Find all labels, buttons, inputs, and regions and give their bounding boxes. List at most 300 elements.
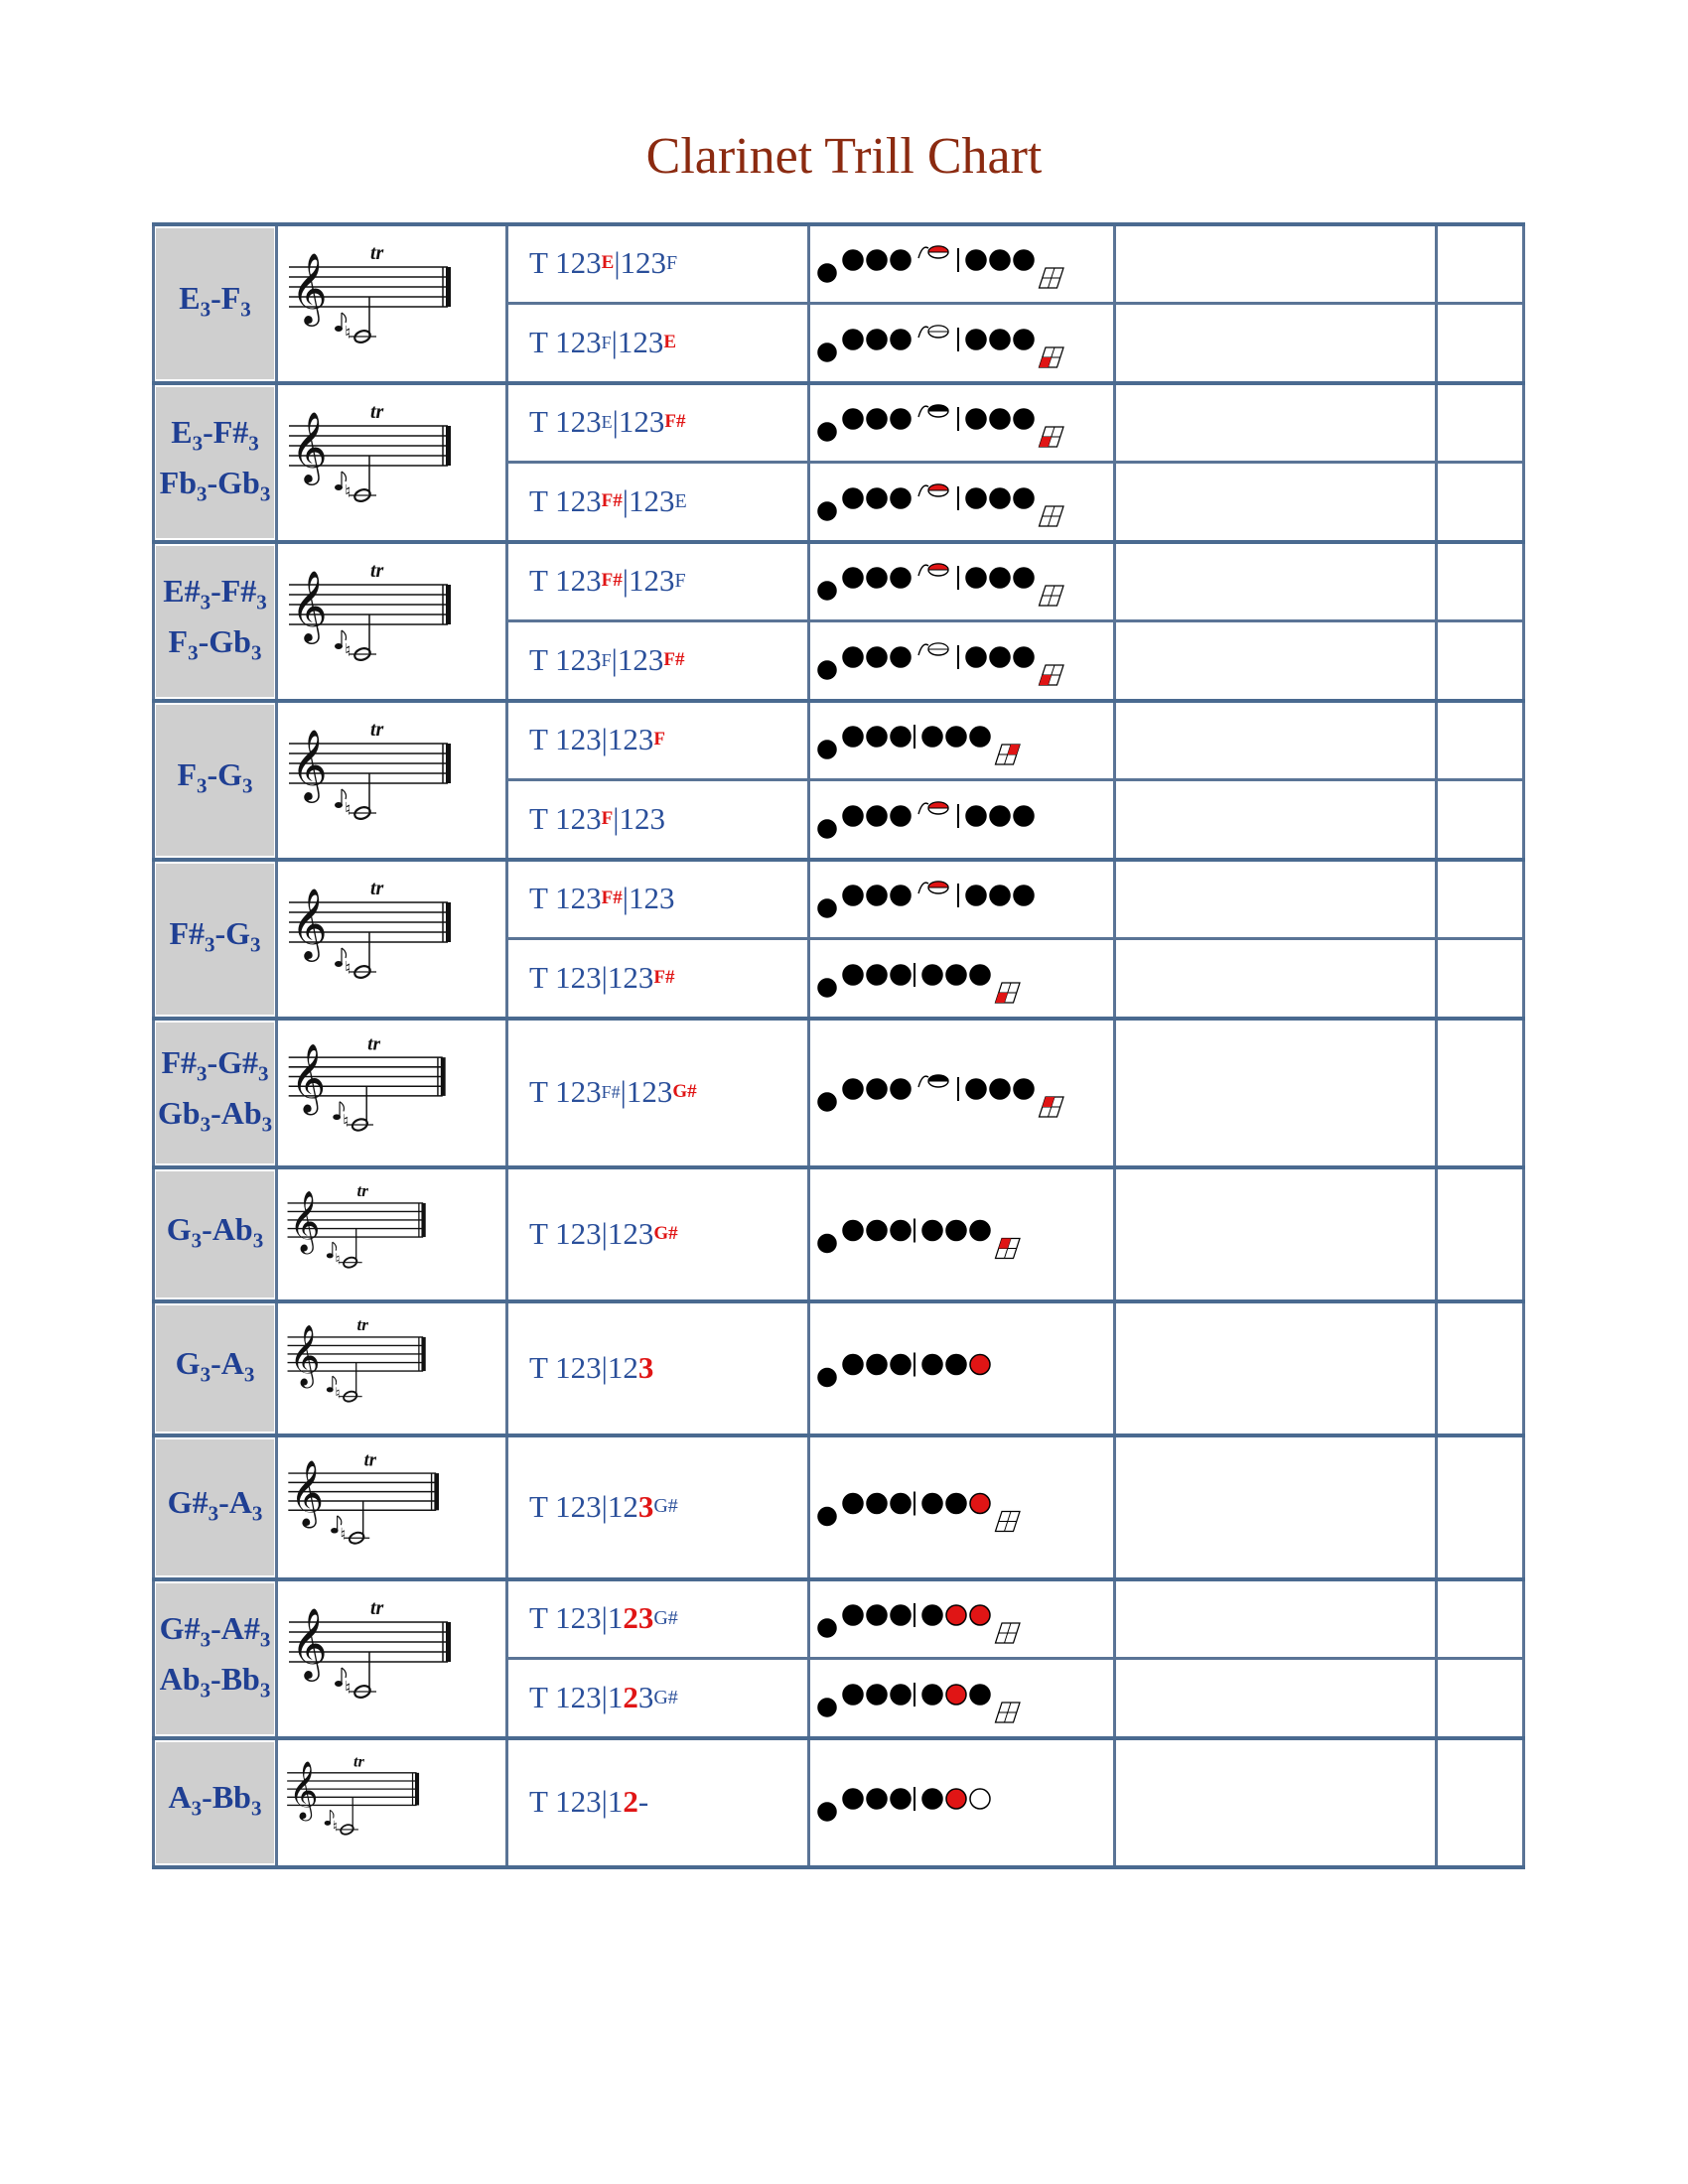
trill-octave-number: 3 [197,773,208,798]
treble-clef-icon: 𝄞 [289,1324,321,1386]
left-hand-hole-icon [867,1221,887,1241]
left-hand-hole-icon [891,568,911,588]
side-key-icon [918,1076,928,1087]
trill-label [156,1742,274,1863]
fingering-diagram-svg [815,782,1113,856]
fingering-diagram-svg [815,226,1113,300]
fingering-key-note: G# [653,1606,678,1629]
trill-label-line [177,754,252,805]
trill-label-line [168,1482,263,1533]
pinky-key-icon [1040,586,1063,606]
trill-label-line [160,463,271,513]
fingering-keys: T 123|12 [529,1349,638,1385]
trill-label-line [169,913,260,964]
trill-mark: tr [370,878,384,899]
staff-svg [279,554,503,689]
register-key-fill [928,246,948,252]
trill-octave-number: 3 [208,1501,219,1526]
fingering-keys: T 123 [529,801,602,836]
pinky-key-icon [1040,347,1063,367]
left-hand-hole-icon [891,647,911,667]
left-hand-hole-icon [867,330,887,349]
trill-mark: tr [367,1033,381,1055]
right-hand-hole-icon [922,1605,942,1625]
fingering-diagram [815,1661,1113,1734]
fingering-diagram [815,385,1113,459]
trill-mark: tr [370,560,384,582]
fingering-key-note: F [601,808,614,829]
barline-thick [446,267,451,307]
left-hand-hole-icon [891,250,911,270]
fingering-text [517,383,817,461]
left-hand-hole-icon [843,1605,863,1625]
treble-clef-icon: 𝄞 [290,1042,327,1113]
fingering-keys: T 123 [529,404,602,439]
fingering-diagram [815,544,1113,617]
right-hand-hole-icon [990,409,1010,429]
staff-notation [279,236,503,371]
fingering-diagram [815,1437,1113,1575]
right-hand-hole-icon [966,886,986,905]
grace-note-flag [342,630,347,640]
right-hand-hole-icon [970,1605,990,1625]
pinky-key-icon [1040,506,1063,526]
right-hand-hole-icon [990,806,1010,826]
trill-mark: tr [356,1315,368,1335]
left-hand-hole-icon [891,1494,911,1514]
trill-note-text: Ab [159,1661,201,1697]
barline-thick [421,1337,425,1371]
side-key-icon [918,406,928,417]
trill-label-line [160,1608,271,1659]
barline-thick [446,426,451,466]
right-hand-hole-icon [966,568,986,588]
fingering-diagram [815,1303,1113,1432]
fingering-key-note: F [601,332,612,352]
left-hand-hole-icon [843,1789,863,1809]
right-hand-hole-icon [1014,647,1034,667]
grace-note-flag [333,1376,337,1385]
trill-note-text: F# [161,1043,197,1080]
staff-svg [279,872,503,1007]
trill-label [156,546,274,697]
left-hand-hole-icon [843,488,863,508]
left-hand-hole-icon [843,1685,863,1705]
pinky-key-icon [996,1239,1020,1259]
left-hand-hole-icon [867,727,887,747]
staff-svg [279,1591,503,1726]
fingering-diagram [815,465,1113,538]
grace-note-flag [333,1242,337,1251]
fingering-diagram-svg [815,1021,1113,1163]
thumb-hole-icon [818,1619,836,1637]
side-key-icon [918,644,928,655]
fingering-key-note: F# [601,490,623,511]
fingering-keys: T 123|123 [529,722,654,756]
trill-octave-number: 3 [191,1796,203,1821]
thumb-hole-icon [818,502,836,520]
fingering-key-note: F# [653,967,675,988]
left-hand-hole-icon [843,806,863,826]
staff-notation [279,1591,503,1726]
fingering-diagram-svg [815,941,1113,1015]
barline-thick [434,1473,439,1510]
fingering-keys: T 123|123 [529,960,654,995]
staff-notation [279,1447,503,1568]
right-hand-hole-icon [1014,409,1034,429]
trill-mark: tr [370,1597,384,1619]
left-hand-hole-icon [843,409,863,429]
trill-octave-number: 3 [250,640,262,665]
fingering-keys: |123 [622,563,675,598]
fingering-keys: |123 [614,245,667,280]
trill-octave-number: 3 [259,481,271,506]
staff-notation [279,1030,503,1156]
grace-note-flag [340,1102,344,1112]
trill-chart-table [152,222,1524,1893]
trill-label [156,1583,274,1734]
left-hand-hole-icon [891,1605,911,1625]
trill-note-text: Gb [157,1095,201,1131]
fingering-diagram [815,623,1113,697]
fingering-keys: |123 [613,801,665,836]
treble-clef-icon: 𝄞 [291,251,328,324]
treble-clef-icon: 𝄞 [288,1760,319,1820]
fingering-keys: T 123 [529,245,602,280]
trill-octave-number: 3 [258,1061,269,1085]
fingering-text [517,701,817,778]
thumb-hole-icon [818,741,836,758]
fingering-text [517,1435,817,1577]
accidental-icon: ♮ [335,1384,341,1403]
right-hand-hole-icon [966,806,986,826]
trill-note-text: -A# [211,1609,260,1646]
pinky-key-icon [996,745,1020,764]
trill-octave-number: 3 [197,481,208,506]
trill-octave-number: 3 [248,431,259,455]
left-hand-hole-icon [891,330,911,349]
trill-octave-number: 3 [251,1501,263,1526]
fingering-keys: T 123 [529,483,602,518]
fingering-diagram-svg [815,1303,1113,1432]
treble-clef-icon: 𝄞 [289,1190,321,1252]
right-hand-hole-icon [1014,330,1034,349]
left-hand-hole-icon [891,1079,911,1099]
fingering-text [517,304,817,381]
trill-mark: tr [356,1181,368,1201]
grid-col-line [505,222,508,1869]
right-hand-hole-icon [970,1221,990,1241]
side-key-icon [918,327,928,338]
trill-note-text: -F# [211,572,257,609]
register-key-fill [928,643,948,649]
trill-label-line [158,1093,272,1144]
trill-note-text: G [166,1210,192,1247]
left-hand-hole-icon [867,886,887,905]
trill-note-text: F [168,623,189,659]
fingering-key-note: F [674,569,686,592]
right-hand-hole-icon [966,330,986,349]
right-hand-hole-icon [1014,568,1034,588]
barline-thick [446,1622,451,1662]
trill-note-text: -Gb [198,623,251,659]
trill-octave-number: 3 [240,297,251,322]
trill-label [156,1439,274,1575]
trill-label [156,1171,274,1297]
fingering-keys: |123 [622,881,675,915]
treble-clef-icon: 𝄞 [291,1606,328,1679]
side-key-icon [918,247,928,258]
right-hand-hole-icon [990,647,1010,667]
left-hand-hole-icon [843,568,863,588]
left-hand-hole-icon [891,488,911,508]
thumb-hole-icon [818,979,836,997]
treble-clef-icon: 𝄞 [291,887,328,959]
barline-thick [446,744,451,783]
fingering-diagram [815,1581,1113,1655]
left-hand-hole-icon [867,409,887,429]
staff-svg [279,1313,503,1424]
fingering-key-note: F [601,649,612,670]
left-hand-hole-icon [843,1355,863,1375]
fingering-text [517,860,817,937]
staff-notation [279,554,503,689]
fingering-diagram-svg [815,862,1113,935]
fingering-text [517,1301,817,1433]
treble-clef-icon: 𝄞 [291,410,328,482]
staff-svg [279,1030,503,1156]
right-hand-hole-icon [922,1355,942,1375]
trill-octave-number: 3 [243,1362,255,1387]
left-hand-hole-icon [891,409,911,429]
fingering-key-note: E [674,489,687,512]
right-hand-hole-icon [970,1494,990,1514]
trill-octave-number: 3 [188,640,199,665]
left-hand-hole-icon [843,1494,863,1514]
trill-label [156,1023,274,1163]
fingering-diagram [815,226,1113,300]
left-hand-hole-icon [891,886,911,905]
fingering-key-note: 23 [623,1600,654,1635]
trill-mark: tr [370,242,384,264]
trill-label [156,864,274,1015]
right-hand-hole-icon [946,727,966,747]
fingering-key-note: F# [664,411,686,432]
right-hand-hole-icon [1014,886,1034,905]
fingering-keys: T 123|1 [529,1600,624,1635]
trill-label [156,705,274,856]
fingering-key-note: F# [601,570,623,591]
trill-note-text: -F [211,280,241,317]
fingering-diagram [815,1740,1113,1863]
right-hand-hole-icon [946,1605,966,1625]
left-hand-hole-icon [891,806,911,826]
right-hand-hole-icon [966,409,986,429]
trill-note-text: -Ab [202,1210,253,1247]
fingering-text [517,463,817,540]
thumb-hole-icon [818,1508,836,1526]
side-key-icon [918,485,928,496]
thumb-hole-icon [818,1369,836,1387]
trill-octave-number: 3 [250,1796,262,1821]
treble-clef-icon: 𝄞 [291,569,328,641]
grace-note-flag [342,789,347,799]
trill-note-text: G# [167,1483,209,1520]
trill-octave-number: 3 [200,1362,211,1387]
left-hand-hole-icon [867,1789,887,1809]
trill-octave-number: 3 [256,590,267,614]
fingering-diagram [815,1169,1113,1297]
right-hand-hole-icon [966,647,986,667]
thumb-hole-icon [818,1235,836,1253]
trill-note-text: -G [214,915,251,952]
trill-octave-number: 3 [200,297,211,322]
left-hand-hole-icon [843,727,863,747]
staff-notation [279,713,503,848]
trill-note-text: -G [207,756,243,793]
pinky-key-icon [996,1623,1020,1643]
left-hand-hole-icon [867,806,887,826]
left-hand-hole-icon [843,330,863,349]
left-hand-hole-icon [843,1221,863,1241]
left-hand-hole-icon [867,1494,887,1514]
thumb-hole-icon [818,343,836,361]
right-hand-hole-icon [966,250,986,270]
pinky-key-icon [1040,427,1063,447]
trill-note-text: E# [163,572,201,609]
fingering-text [517,780,817,858]
trill-octave-number: 3 [200,1678,211,1703]
accidental-icon: ♮ [345,640,352,661]
trill-note-text: E [179,280,201,317]
fingering-text [517,621,817,699]
left-hand-hole-icon [891,965,911,985]
fingering-diagram-svg [815,703,1113,776]
fingering-key-note: 2 [623,1680,638,1714]
left-hand-hole-icon [891,1789,911,1809]
fingering-text [517,939,817,1017]
fingering-diagram [815,862,1113,935]
fingering-diagram [815,306,1113,379]
left-hand-hole-icon [867,488,887,508]
fingering-keys: 3 [637,1680,654,1714]
thumb-hole-icon [818,1699,836,1716]
barline-thick [446,585,451,624]
grid-col-line [275,222,278,1869]
fingering-key-note: E [601,411,613,432]
left-hand-hole-icon [891,1685,911,1705]
fingering-diagram [815,941,1113,1015]
trill-octave-number: 3 [261,1112,273,1137]
trill-note-text: Fb [159,465,197,500]
fingering-keys: |123 [611,642,664,677]
fingering-keys: |123 [612,404,665,439]
left-hand-hole-icon [843,1079,863,1099]
barline-thick [441,1057,446,1096]
right-hand-hole-icon [922,1685,942,1705]
trill-note-text: A [168,1779,192,1816]
page-title: Clarinet Trill Chart [645,128,1043,185]
left-hand-hole-icon [843,647,863,667]
fingering-keys: T 123|123 [529,1215,654,1251]
fingering-keys: T 123 [529,325,602,359]
left-hand-hole-icon [867,647,887,667]
right-hand-hole-icon [990,488,1010,508]
left-hand-hole-icon [891,1221,911,1241]
trill-mark: tr [353,1751,364,1771]
accidental-icon: ♮ [340,1524,347,1545]
left-hand-hole-icon [867,1685,887,1705]
fingering-key-note: G# [653,1686,678,1708]
fingering-key-note: F [666,251,678,274]
trill-note-text: -A [211,1344,244,1381]
trill-label-line [179,278,251,329]
right-hand-hole-icon [990,1079,1010,1099]
fingering-key-note: 3 [637,1488,654,1524]
trill-note-text: E [171,413,193,450]
right-hand-hole-icon [990,886,1010,905]
right-hand-hole-icon [946,965,966,985]
trill-octave-number: 3 [259,1627,271,1651]
right-hand-hole-icon [970,1355,990,1375]
trill-note-text: -A [218,1483,252,1520]
fingering-text [517,1738,817,1865]
staff-svg [279,395,503,530]
accidental-icon: ♮ [345,481,352,502]
trill-note-text: -Gb [207,465,260,500]
staff-notation [279,395,503,530]
right-hand-hole-icon [922,1789,942,1809]
trill-label-line [176,1343,255,1394]
fingering-key-note: 2 [623,1784,638,1819]
pinky-key-icon [996,983,1020,1003]
trill-octave-number: 3 [205,932,215,957]
barline-thick [446,902,451,942]
fingering-diagram-svg [815,544,1113,617]
fingering-keys: T 123 [529,881,602,915]
trill-octave-number: 3 [252,1228,264,1253]
side-key-icon [918,883,928,893]
left-hand-hole-icon [843,886,863,905]
right-hand-hole-icon [922,727,942,747]
fingering-keys: T 123 [529,1074,602,1109]
thumb-hole-icon [818,264,836,282]
left-hand-hole-icon [867,250,887,270]
pinky-key-icon [996,1703,1020,1722]
register-key-fill [928,802,948,808]
pinky-key-icon [1040,665,1063,685]
fingering-key-note: E [663,332,677,352]
right-hand-hole-icon [946,1355,966,1375]
trill-note-text: -G# [207,1043,259,1080]
left-hand-hole-icon [843,965,863,985]
thumb-hole-icon [818,1093,836,1111]
trill-note-text: F [177,756,197,793]
fingering-key-note: F# [663,649,685,670]
fingering-diagram-svg [815,1169,1113,1297]
right-hand-hole-icon [946,1494,966,1514]
pinky-key-icon [1040,1097,1063,1117]
thumb-hole-icon [818,1803,836,1821]
fingering-keys: T 123|1 [529,1680,624,1714]
treble-clef-icon: 𝄞 [291,728,328,800]
trill-label-line [171,412,259,463]
register-key-fill [928,564,948,570]
fingering-text [517,1579,817,1657]
fingering-diagram-svg [815,1437,1113,1575]
fingering-key-note: F# [601,1081,621,1102]
right-hand-hole-icon [966,488,986,508]
